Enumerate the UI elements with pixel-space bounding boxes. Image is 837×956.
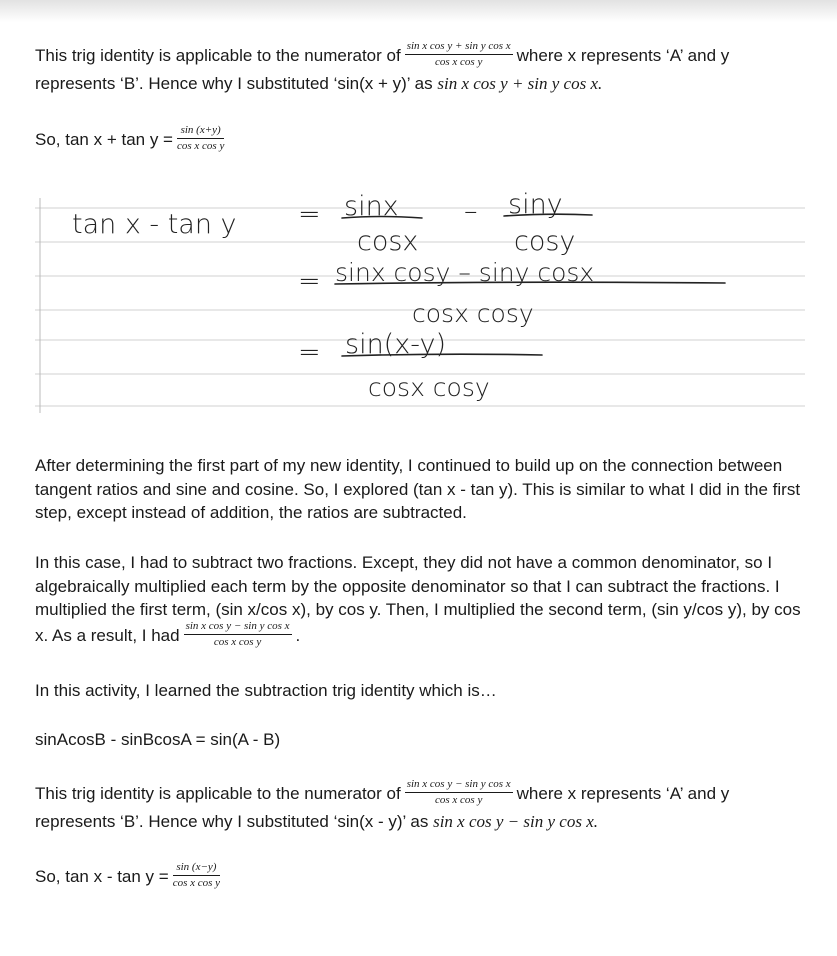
text-span: So, tan x + tan y =	[35, 129, 173, 149]
handwritten-term: siny	[508, 189, 563, 220]
handwritten-equals: =	[298, 199, 321, 230]
fraction-denominator: cos x cos y	[434, 56, 483, 68]
fraction-denominator: cos x cos y	[176, 140, 225, 152]
text-span: .	[295, 625, 301, 645]
fraction-numerator: sin x cos y − sin y cos x	[405, 778, 513, 793]
math-expression: sin x cos y + sin y cos x.	[437, 74, 603, 93]
text-span: In this case, I had to subtract two fractions. Except, they did not have a common denominator, so I algebraically multiplied each term by the opposite denominator so that I can subtract the fractions. I multiplied the first term, (sin x/cos x), by cos y. Then, I multiplied the second term, (sin y/cos y), by cos x. As a result, I had	[35, 553, 801, 645]
block2-conclusion	[35, 863, 224, 892]
fraction-numerator: sin (x−y)	[173, 861, 220, 876]
text-span: represents ‘B’. Hence why I substituted ‘sin(x - y)’ as	[35, 812, 429, 831]
paragraph-explore: After determining the first part of my new identity, I continued to build up on the connection between tangent ratios and sine and cosine. So, I explored (tan x - tan y). This is similar to what I did in the first step, except instead of addition, the ratios are subtracted.	[35, 456, 801, 522]
text-span: represents ‘B’. Hence why I substituted ‘sin(x + y)’ as	[35, 74, 433, 93]
fraction	[405, 778, 513, 807]
fraction-denominator: cos x cos y	[213, 635, 262, 648]
fraction	[184, 620, 292, 649]
block2-line2	[35, 811, 598, 833]
fraction	[177, 124, 224, 153]
fraction-denominator: cos x cos y	[172, 877, 221, 889]
text-span: where x represents ‘A’ and y	[516, 783, 730, 803]
handwritten-equals: =	[298, 266, 321, 297]
handwritten-term: sinx cosy – siny cosx	[335, 258, 595, 287]
fraction-numerator: sin x cos y + sin y cos x	[405, 40, 513, 55]
text-span: where x represents ‘A’ and y	[516, 45, 730, 65]
text-span: So, tan x - tan y =	[35, 866, 169, 886]
handwritten-lhs: tan x - tan y	[72, 209, 237, 240]
block1-conclusion	[35, 126, 228, 155]
paragraph-subtract	[35, 551, 815, 651]
fraction	[405, 40, 513, 69]
handwritten-derivation	[30, 178, 810, 428]
fraction-denominator: cos x cos y	[434, 794, 483, 806]
handwritten-term: cosx cosy	[368, 373, 490, 402]
text-span: This trig identity is applicable to the numerator of	[35, 783, 401, 803]
text-span: This trig identity is applicable to the numerator of	[35, 45, 401, 65]
handwritten-minus: –	[464, 196, 478, 227]
block1-line2	[35, 73, 602, 95]
block2-line1	[35, 780, 729, 809]
identity-text: sinAcosB - sinBcosA = sin(A - B)	[35, 730, 281, 749]
learned-text: In this activity, I learned the subtraction trig identity which is…	[35, 681, 497, 700]
handwritten-term: cosy	[514, 226, 576, 257]
handwritten-equals: =	[298, 337, 321, 368]
fraction-numerator: sin x cos y − sin y cos x	[184, 620, 292, 635]
handwritten-term: cosx	[357, 226, 419, 257]
handwritten-term: cosx cosy	[412, 299, 534, 328]
math-expression: sin x cos y − sin y cos x.	[433, 812, 598, 831]
handwritten-term: sinx	[344, 191, 399, 222]
block1-line1	[35, 42, 729, 71]
handwritten-term: sin(x-y)	[345, 329, 446, 360]
fraction	[173, 861, 220, 890]
top-shadow	[0, 0, 837, 22]
fraction-numerator: sin (x+y)	[177, 124, 224, 139]
